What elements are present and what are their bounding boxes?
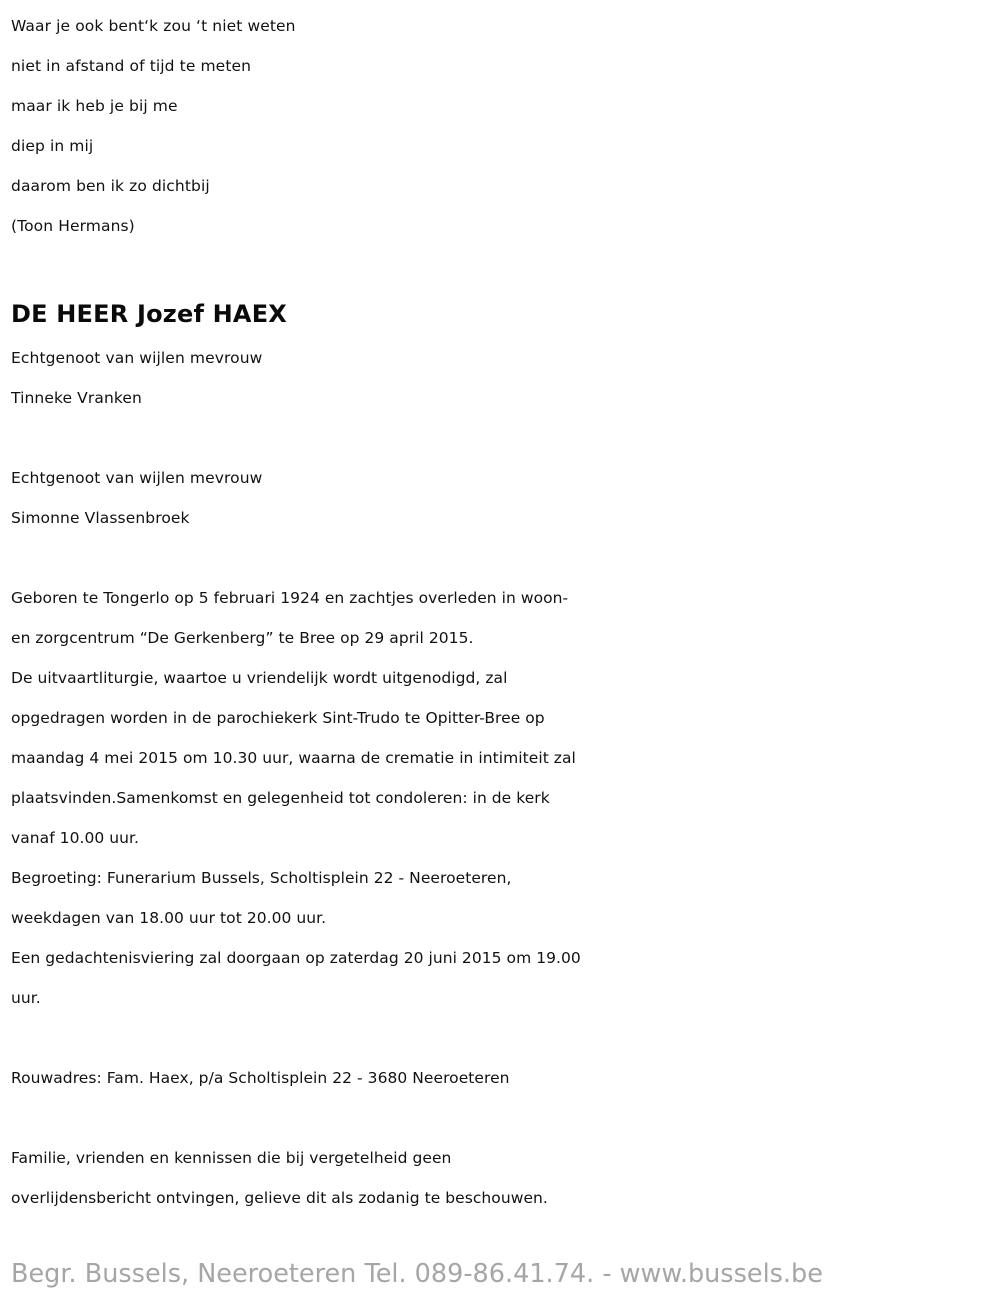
details-line: maandag 4 mei 2015 om 10.30 uur, waarna de crematie in intimiteit zal [11, 749, 576, 767]
details-line: weekdagen van 18.00 uur tot 20.00 uur. [11, 909, 327, 927]
details-line: Begroeting: Funerarium Bussels, Scholtisplein 22 - Neeroeteren, [11, 869, 512, 887]
spouse-block-1 [11, 338, 991, 418]
poem-line: maar ik heb je bij me [11, 97, 178, 115]
poem-line: diep in mij [11, 137, 94, 155]
details-line: uur. [11, 989, 41, 1007]
details-line: opgedragen worden in de parochiekerk Sint-Trudo te Opitter-Bree op [11, 709, 545, 727]
funeral-home-footer: Begr. Bussels, Neeroeteren Tel. 089-86.41.74. - www.bussels.be [11, 1259, 823, 1289]
details-line: De uitvaartliturgie, waartoe u vriendelijk wordt uitgenodigd, zal [11, 669, 508, 687]
details-line: plaatsvinden.Samenkomst en gelegenheid tot condoleren: in de kerk [11, 789, 550, 807]
poem [11, 6, 991, 246]
obituary-document [11, 6, 991, 1218]
details-line: Geboren te Tongerlo op 5 februari 1924 en zachtjes overleden in woon- [11, 589, 569, 607]
spouse-block-2 [11, 458, 991, 538]
spacer [11, 538, 991, 578]
poem-line: daarom ben ik zo dichtbij [11, 177, 210, 195]
notice-block [11, 1138, 991, 1218]
mourning-address: Rouwadres: Fam. Haex, p/a Scholtisplein 22 - 3680 Neeroeteren [11, 1069, 510, 1087]
details-line: en zorgcentrum “De Gerkenberg” te Bree op 29 april 2015. [11, 629, 474, 647]
details-line: vanaf 10.00 uur. [11, 829, 140, 847]
funeral-details [11, 578, 991, 1018]
poem-author: (Toon Hermans) [11, 217, 135, 235]
spouse-name: Simonne Vlassenbroek [11, 509, 190, 527]
spacer [11, 1098, 991, 1138]
spouse-relation: Echtgenoot van wijlen mevrouw [11, 469, 263, 487]
spacer [11, 418, 991, 458]
poem-line: niet in afstand of tijd te meten [11, 57, 252, 75]
spacer [11, 1018, 991, 1058]
poem-line: Waar je ook bent‘k zou ‘t niet weten [11, 17, 296, 35]
notice-line: overlijdensbericht ontvingen, gelieve dit als zodanig te beschouwen. [11, 1189, 548, 1207]
spouse-relation: Echtgenoot van wijlen mevrouw [11, 349, 263, 367]
notice-line: Familie, vrienden en kennissen die bij vergetelheid geen [11, 1149, 452, 1167]
spouse-name: Tinneke Vranken [11, 389, 142, 407]
details-line: Een gedachtenisviering zal doorgaan op zaterdag 20 juni 2015 om 19.00 [11, 949, 581, 967]
deceased-name-title: DE HEER Jozef HAEX [11, 300, 288, 328]
spacer [11, 246, 991, 290]
